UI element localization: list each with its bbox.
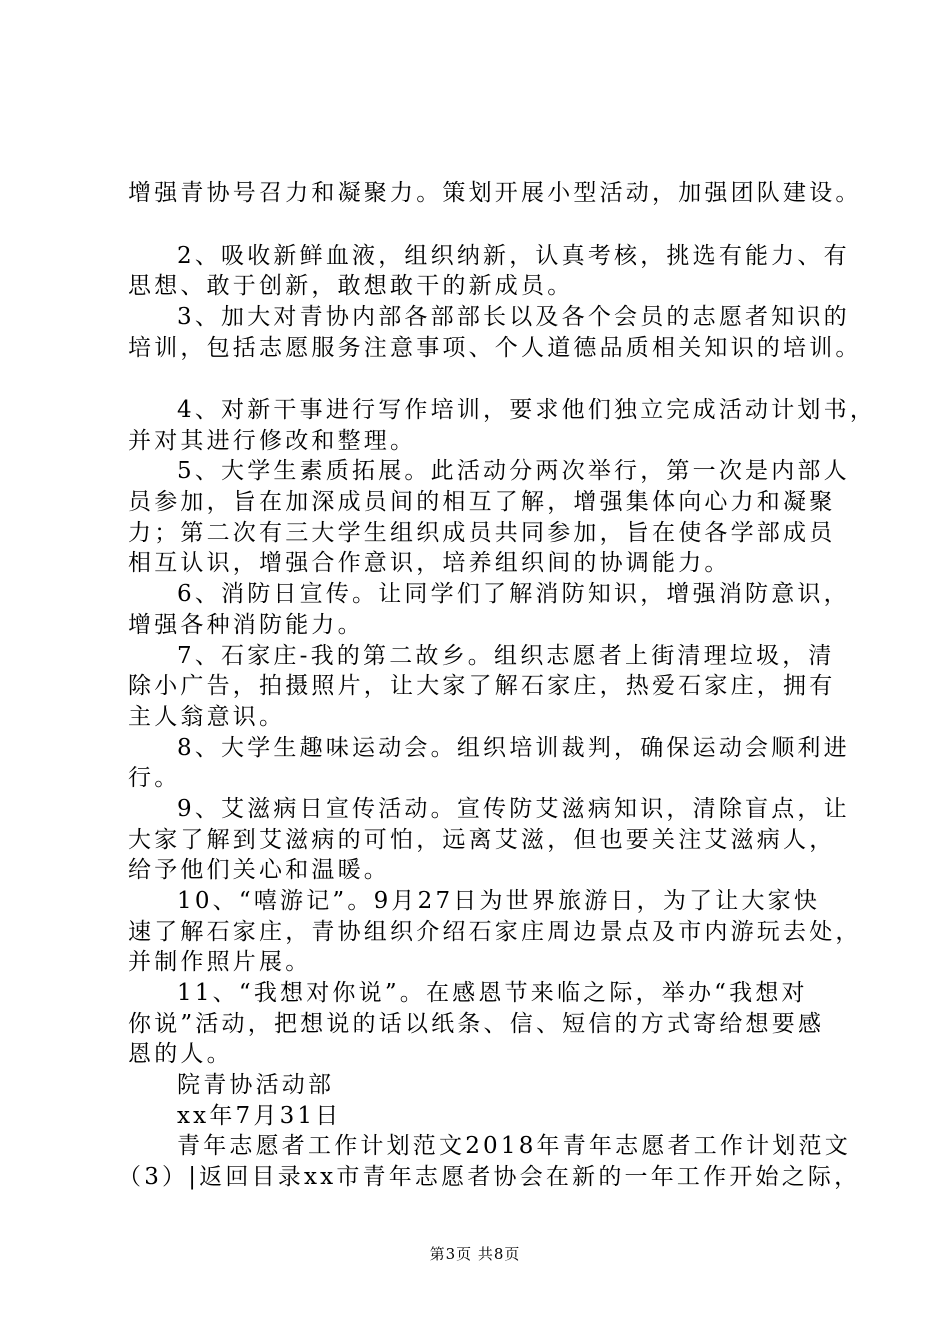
text-line: 9、艾滋病日宣传活动。宣传防艾滋病知识，清除盲点，让 (177, 796, 850, 822)
text-line: 给予他们关心和温暖。 (128, 857, 390, 883)
text-line: 10、“嘻游记”。9月27日为世界旅游日，为了让大家快 (177, 888, 821, 914)
text-line: 增强各种消防能力。 (128, 612, 364, 638)
text-line: 增强青协号召力和凝聚力。策划开展小型活动，加强团队建设。 (128, 180, 862, 206)
text-line: 并对其进行修改和整理。 (128, 428, 417, 454)
text-line: 5、大学生素质拓展。此活动分两次举行，第一次是内部人 (177, 458, 850, 484)
text-line: 8、大学生趣味运动会。组织培训裁判，确保运动会顺利进 (177, 735, 850, 761)
text-line: 培训，包括志愿服务注意事项、个人道德品质相关知识的培训。 (128, 335, 862, 361)
text-line: 4、对新干事进行写作培训，要求他们独立完成活动计划书， (177, 397, 877, 423)
signature-org: 院青协活动部 (177, 1072, 335, 1098)
text-line: 你说”活动，把想说的话以纸条、信、短信的方式寄给想要感 (128, 1011, 825, 1037)
text-line: （3）|返回目录xx市青年志愿者协会在新的一年工作开始之际， (118, 1164, 861, 1190)
text-line: 6、消防日宣传。让同学们了解消防知识，增强消防意识， (177, 581, 850, 607)
text-line: 7、石家庄-我的第二故乡。组织志愿者上街清理垃圾，清 (177, 643, 835, 669)
text-line: 3、加大对青协内部各部部长以及各个会员的志愿者知识的 (177, 304, 850, 330)
text-line: 恩的人。 (128, 1041, 233, 1067)
text-line: 11、“我想对你说”。在感恩节来临之际，举办“我想对 (177, 980, 808, 1006)
signature-date: xx年7月31日 (177, 1103, 342, 1129)
text-line: 速了解石家庄，青协组织介绍石家庄周边景点及市内游玩去处， (128, 919, 862, 945)
text-line: 并制作照片展。 (128, 949, 312, 975)
text-line: 除小广告，拍摄照片，让大家了解石家庄，热爱石家庄，拥有 (128, 673, 836, 699)
text-line: 主人翁意识。 (128, 704, 286, 730)
text-line: 行。 (128, 765, 181, 791)
text-line: 2、吸收新鲜血液，组织纳新，认真考核，挑选有能力、有 (177, 243, 850, 269)
text-line: 相互认识，增强合作意识，培养组织间的协调能力。 (128, 550, 731, 576)
page-footer: 第3页 共8页 (429, 1245, 521, 1263)
text-line: 青年志愿者工作计划范文2018年青年志愿者工作计划范文 (177, 1133, 851, 1159)
text-line: 员参加，旨在加深成员间的相互了解，增强集体向心力和凝聚 (128, 489, 836, 515)
text-line: 思想、敢于创新，敢想敢干的新成员。 (128, 273, 574, 299)
text-line: 力；第二次有三大学生组织成员共同参加，旨在使各学部成员 (128, 520, 836, 546)
text-line: 大家了解到艾滋病的可怕，远离艾滋，但也要关注艾滋病人， (128, 827, 836, 853)
